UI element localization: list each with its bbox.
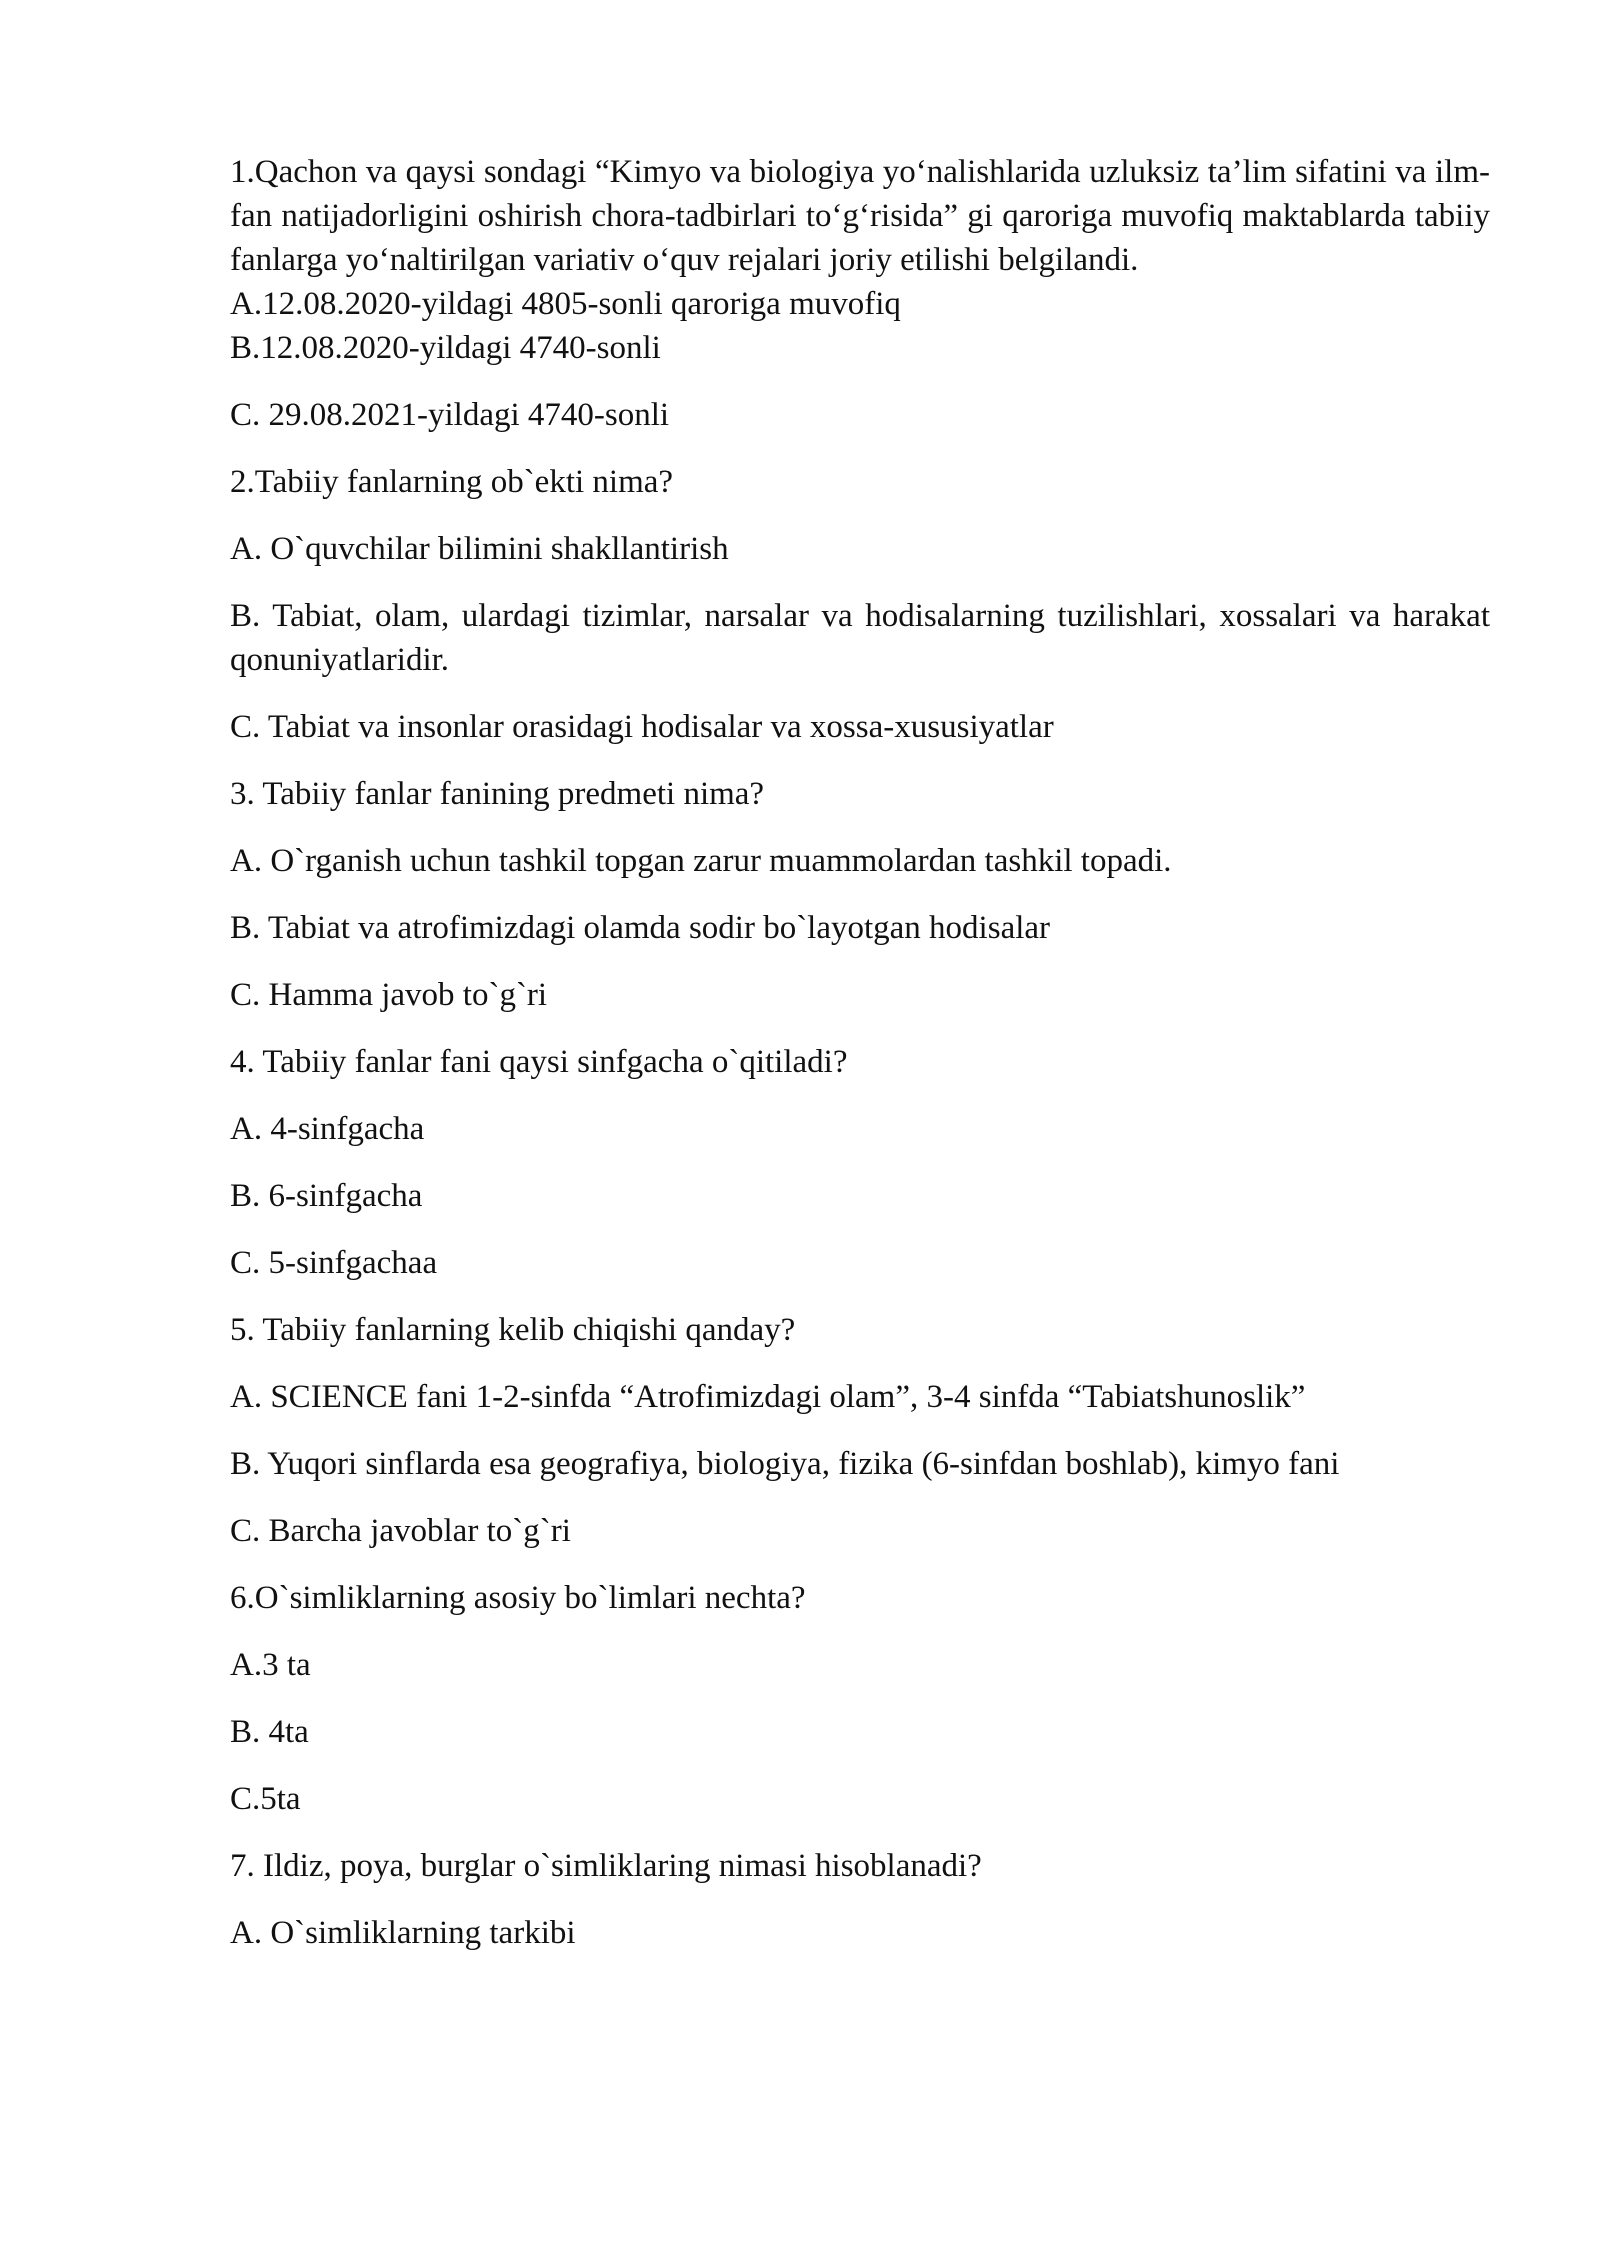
question-6-option-a: A.3 ta	[230, 1647, 311, 1683]
question-3-option-c: C. Hamma javob to`g`ri	[230, 977, 548, 1013]
question-5-option-a: A. SCIENCE fani 1-2-sinfda “Atrofimizdagi olam”, 3-4 sinfda “Tabiatshunoslik”	[230, 1379, 1306, 1415]
question-4-option-b: B. 6-sinfgacha	[230, 1178, 423, 1214]
question-2-option-a: A. O`quvchilar bilimini shakllantirish	[230, 531, 729, 567]
question-5: 5. Tabiiy fanlarning kelib chiqishi qanday?	[230, 1312, 796, 1348]
question-1-option-c: C. 29.08.2021-yildagi 4740-sonli	[230, 397, 670, 433]
question-2-option-c: C. Tabiat va insonlar orasidagi hodisalar va xossa-xususiyatlar	[230, 709, 1054, 745]
question-6-option-c: C.5ta	[230, 1781, 301, 1817]
question-4: 4. Tabiiy fanlar fani qaysi sinfgacha o`qitiladi?	[230, 1044, 848, 1080]
question-2: 2.Tabiiy fanlarning ob`ekti nima?	[230, 464, 674, 500]
question-1-option-b: B.12.08.2020-yildagi 4740-sonli	[230, 330, 661, 366]
question-6: 6.O`simliklarning asosiy bo`limlari nechta?	[230, 1580, 806, 1616]
question-7: 7. Ildiz, poya, burglar o`simliklaring nimasi hisoblanadi?	[230, 1848, 982, 1884]
question-2-option-b: B. Tabiat, olam, ulardagi tizimlar, narsalar va hodisalarning tuzilishlari, xossalari va harakat qonuniyatlaridir.	[230, 598, 1490, 678]
question-1-option-a: A.12.08.2020-yildagi 4805-sonli qaroriga muvofiq	[230, 286, 901, 322]
question-3: 3. Tabiiy fanlar fanining predmeti nima?	[230, 776, 765, 812]
question-3-option-b: B. Tabiat va atrofimizdagi olamda sodir bo`layotgan hodisalar	[230, 910, 1051, 946]
question-7-option-a: A. O`simliklarning tarkibi	[230, 1915, 576, 1951]
document-page	[230, 150, 1490, 1955]
question-3-option-a: A. O`rganish uchun tashkil topgan zarur muammolardan tashkil topadi.	[230, 843, 1172, 879]
question-6-option-b: B. 4ta	[230, 1714, 309, 1750]
question-5-option-b: B. Yuqori sinflarda esa geografiya, biologiya, fizika (6-sinfdan boshlab), kimyo fani	[230, 1446, 1340, 1482]
question-1: 1.Qachon va qaysi sondagi “Kimyo va biologiya yo‘nalishlarida uzluksiz ta’lim sifatini va ilm-fan natijadorligini oshirish chora-tadbirlari to‘g‘risida” gi qaroriga muvofiq maktablarda tabiiy fanlarga yo‘naltirilgan variativ o‘quv rejalari joriy etilishi belgilandi.	[230, 154, 1490, 278]
question-4-option-c: C. 5-sinfgachaa	[230, 1245, 438, 1281]
question-5-option-c: C. Barcha javoblar to`g`ri	[230, 1513, 571, 1549]
question-4-option-a: A. 4-sinfgacha	[230, 1111, 425, 1147]
